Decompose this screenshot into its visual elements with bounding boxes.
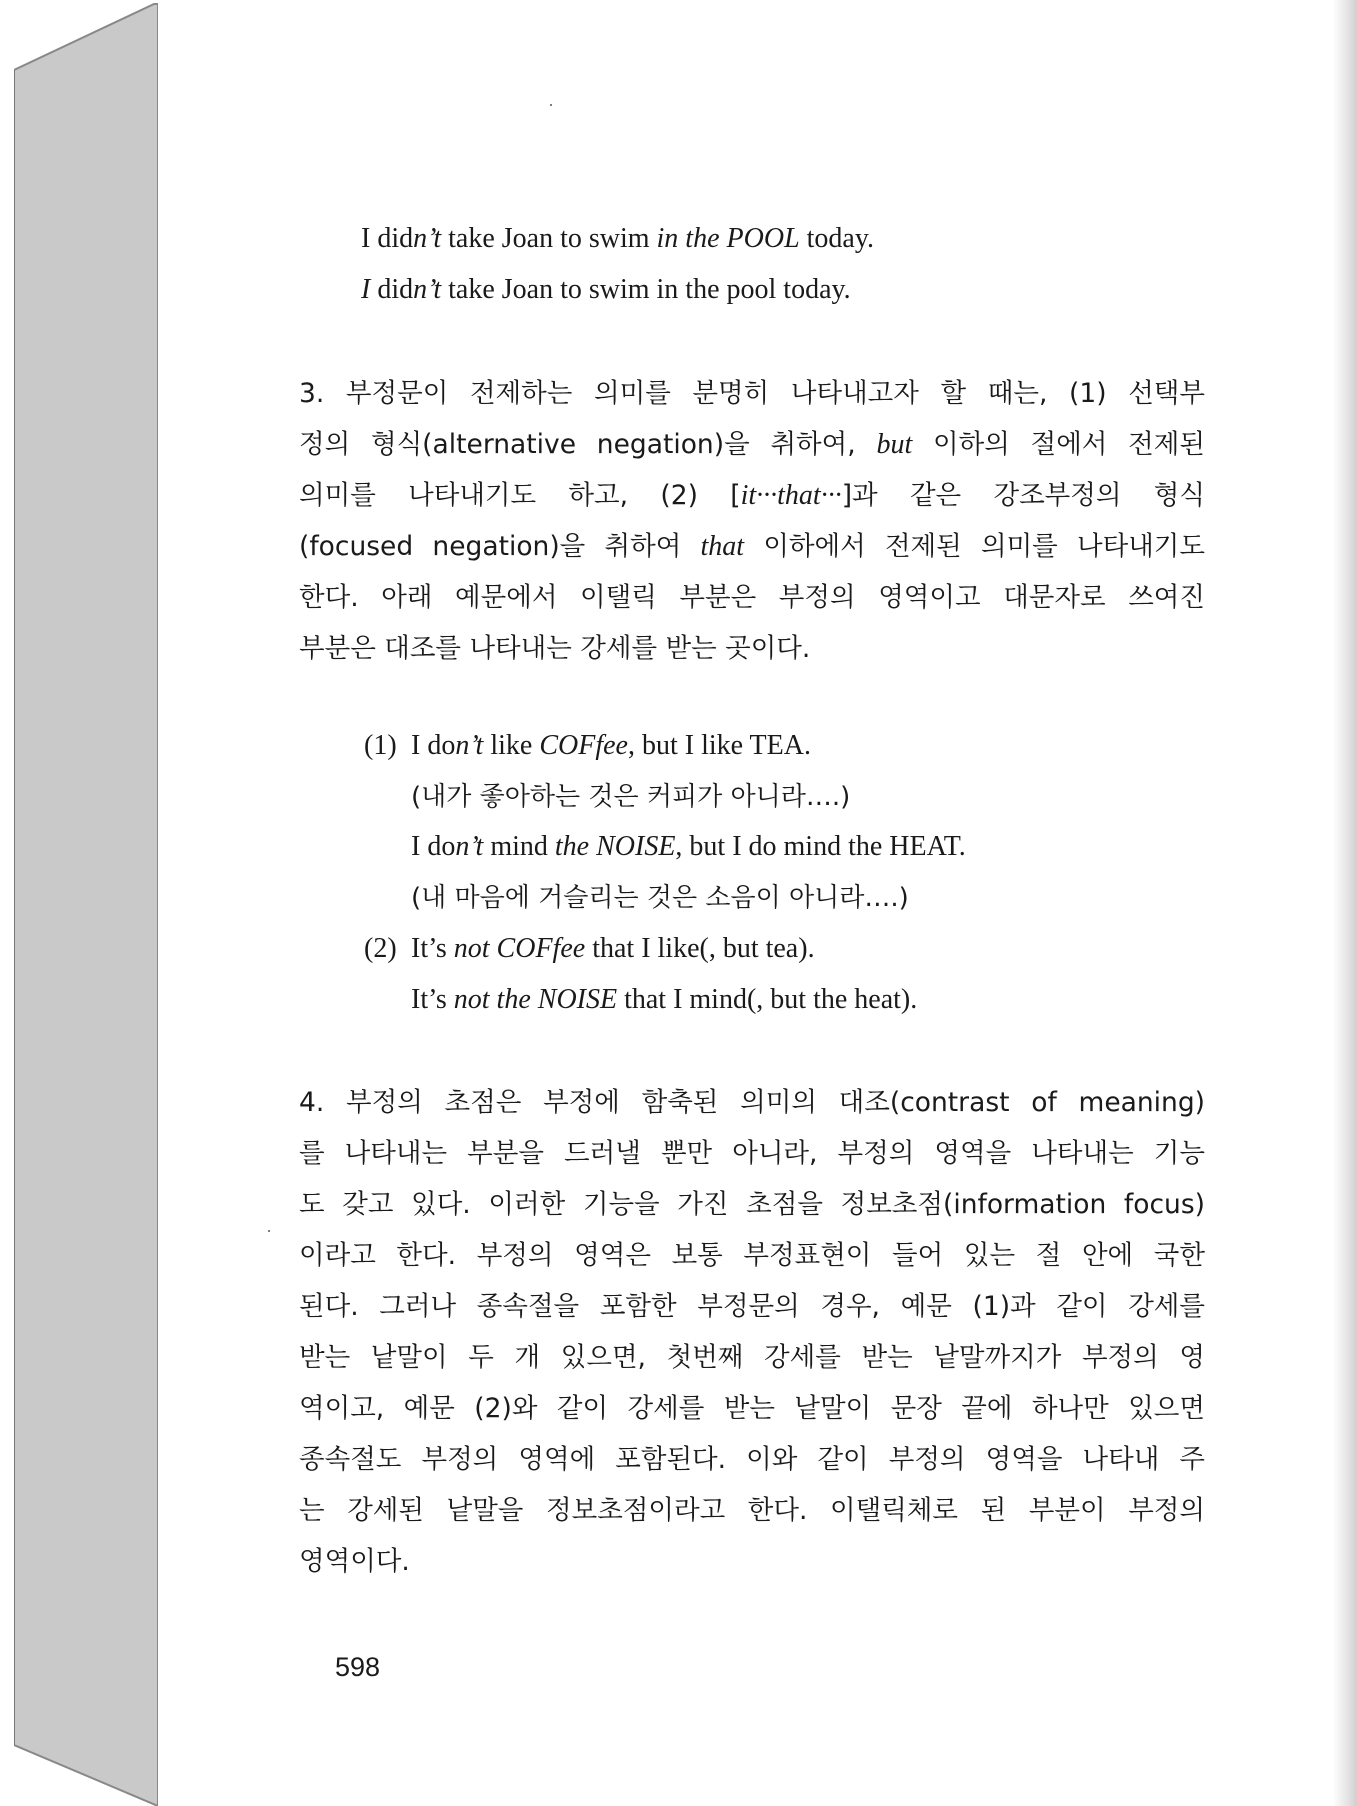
para3-line: 정의 형식(alternative negation)을 취하여, but 이하의 절에서 전제된 (299, 429, 1205, 460)
para4-line: 이라고 한다. 부정의 영역은 보통 부정표현이 들어 있는 절 안에 국한 (299, 1240, 1205, 1271)
page-edge-shadow (1333, 0, 1357, 1806)
example-1b-gloss: (내 마음에 거슬리는 것은 소음이 아니라….) (411, 883, 909, 913)
para4-line: 는 강세된 낱말을 정보초점이라고 한다. 이탤릭체로 된 부분이 부정의 (299, 1495, 1205, 1526)
para4-line: 받는 낱말이 두 개 있으면, 첫번째 강세를 받는 낱말까지가 부정의 영 (299, 1342, 1205, 1373)
para3-line: 한다. 아래 예문에서 이탤릭 부분은 부정의 영역이고 대문자로 쓰여진 (299, 582, 1205, 613)
example-2-number: (2) (364, 933, 397, 964)
example-sentence-2: I didn’t take Joan to swim in the pool today. (361, 274, 851, 305)
book-spine (14, 0, 162, 1806)
para4-line: 역이고, 예문 (2)와 같이 강세를 받는 낱말이 문장 끝에 하나만 있으면 (299, 1393, 1205, 1424)
speck (268, 1230, 270, 1232)
para3-line: 3. 부정문이 전제하는 의미를 분명히 나타내고자 할 때는, (1) 선택부 (299, 378, 1205, 409)
para4-line: 도 갖고 있다. 이러한 기능을 가진 초점을 정보초점(information focus) (299, 1189, 1205, 1220)
para4-line: 된다. 그러나 종속절을 포함한 부정문의 경우, 예문 (1)과 같이 강세를 (299, 1291, 1205, 1322)
para4-line: 종속절도 부정의 영역에 포함된다. 이와 같이 부정의 영역을 나타내 주 (299, 1444, 1205, 1475)
paragraph-4 (299, 1077, 1205, 1587)
example-1-number: (1) (364, 730, 397, 761)
paragraph-3 (299, 368, 1205, 674)
example-1a: I don’t like COFfee, but I like TEA. (411, 730, 811, 761)
example-2b: It’s not the NOISE that I mind(, but the heat). (411, 984, 918, 1015)
book-page (158, 0, 1357, 1806)
example-1a-gloss: (내가 좋아하는 것은 커피가 아니라….) (411, 782, 851, 812)
para4-line: 를 나타내는 부분을 드러낼 뿐만 아니라, 부정의 영역을 나타내는 기능 (299, 1138, 1205, 1169)
para3-line: 의미를 나타내기도 하고, (2) [it···that···]과 같은 강조부정의 형식 (299, 480, 1205, 511)
example-sentence-1: I didn’t take Joan to swim in the POOL today. (361, 223, 875, 254)
speck (550, 104, 552, 106)
para4-line: 4. 부정의 초점은 부정에 함축된 의미의 대조(contrast of meaning) (299, 1087, 1205, 1118)
para3-line: 부분은 대조를 나타내는 강세를 받는 곳이다. (299, 633, 811, 664)
example-2a: It’s not COFfee that I like(, but tea). (411, 933, 815, 964)
para3-line: (focused negation)을 취하여 that 이하에서 전제된 의미를 나타내기도 (299, 531, 1205, 562)
para4-line: 영역이다. (299, 1546, 410, 1577)
example-1b: I don’t mind the NOISE, but I do mind the HEAT. (411, 831, 966, 862)
page-number: 598 (335, 1652, 381, 1682)
